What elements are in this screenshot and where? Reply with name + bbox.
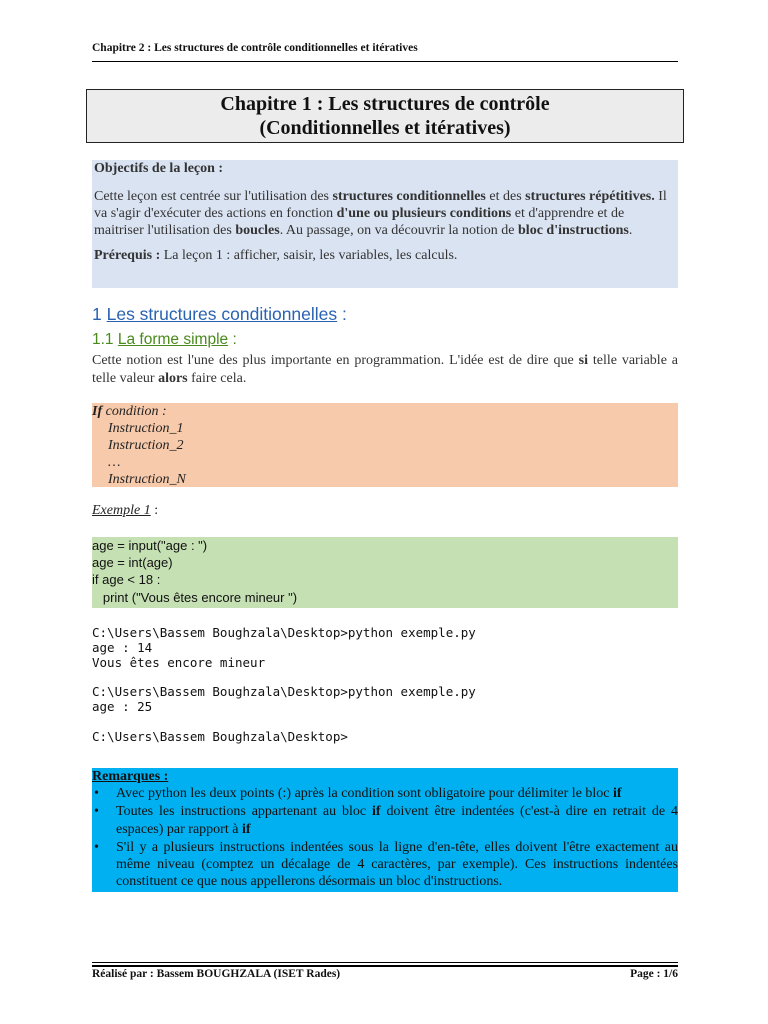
remark-text: doivent être indentées (c'est-à dire en retrait de 4 espaces) par rapport à: [116, 804, 678, 837]
remark-text: Toutes les instructions appartenant au bloc: [116, 804, 373, 820]
footer-divider-thick: [92, 965, 678, 967]
remark-bold: if: [372, 804, 381, 820]
remarks-list: [92, 785, 678, 890]
remarks-heading: Remarques :: [92, 769, 169, 784]
para-text: faire cela.: [187, 371, 247, 386]
objectives-bold-part: d'une ou plusieurs conditions: [336, 206, 512, 221]
code-line: age = input("age : "): [92, 538, 208, 553]
objectives-text-part: Il va s'agir d'exécuter des actions en fonction: [94, 189, 667, 221]
subsection-number: 1.1: [92, 331, 114, 348]
objectives-text-part: Cette leçon est centrée sur l'utilisation des: [94, 189, 333, 204]
footer-author: Réalisé par : Bassem BOUGHZALA (ISET Rades): [92, 968, 341, 980]
algo-line: …: [108, 455, 121, 470]
remark-item: [92, 803, 678, 837]
objectives-text: [94, 188, 676, 239]
algorithm-box: [92, 403, 678, 487]
objectives-text-part: et d'apprendre et de maitriser l'utilisation des: [94, 206, 625, 238]
section-title: Les structures conditionnelles: [106, 304, 338, 324]
example-suffix: :: [150, 503, 159, 518]
prereq-text: La leçon 1 : afficher, saisir, les variables, les calculs.: [160, 248, 458, 263]
console-line: age : 25: [92, 698, 153, 714]
objectives-bold-part: boucles: [235, 223, 280, 238]
footer-page-number: Page : 1/6: [630, 968, 678, 980]
objectives-box: [92, 160, 678, 288]
header-divider: [92, 61, 678, 62]
console-line: C:\Users\Bassem Boughzala\Desktop>python exemple.py: [92, 684, 476, 700]
objectives-text-part: et des: [485, 189, 526, 204]
section-suffix: :: [337, 304, 347, 324]
remark-text: S'il y a plusieurs instructions indentées sous la ligne d'en-tête, elles doivent l'être exactement au même niveau (comptez un décalage de 4 caractères, par exemple). Ces instructions indentées constituent ce que nous appellerons désormais un bloc d'instructions.: [116, 839, 678, 890]
algo-line: Instruction_1: [108, 421, 184, 436]
prereq-label: Prérequis :: [94, 248, 161, 263]
section-heading-1-1: [92, 331, 237, 349]
bullet-icon: •: [94, 786, 99, 802]
section-number: 1: [92, 304, 102, 324]
console-output: [92, 626, 678, 744]
remarks-box: [92, 768, 678, 892]
console-line: [92, 715, 678, 730]
section-heading-1: [92, 304, 347, 325]
code-line: print ("Vous êtes encore mineur "): [92, 589, 298, 605]
algo-line: Instruction_2: [108, 438, 184, 453]
remark-bold: if: [613, 786, 622, 802]
console-line: age : 14: [92, 639, 153, 655]
algo-line: Instruction_N: [108, 472, 186, 487]
subsection-suffix: :: [228, 331, 237, 348]
if-keyword: If: [92, 404, 103, 419]
remark-text: Avec python les deux points (:) après la condition sont obligatoire pour délimiter le bloc: [116, 786, 614, 802]
prerequisites: [94, 247, 676, 264]
para-text: Cette notion est l'une des plus importante en programmation. L'idée est de dire que: [92, 353, 579, 368]
remark-bold: if: [241, 821, 251, 837]
console-line: Vous êtes encore mineur: [92, 654, 266, 670]
objectives-text-part: .: [628, 223, 633, 238]
code-line: if age < 18 :: [92, 572, 161, 588]
console-line: C:\Users\Bassem Boughzala\Desktop>python exemple.py: [92, 625, 476, 640]
objectives-text-part: . Au passage, on va découvrir la notion de: [279, 223, 519, 238]
remark-item: [92, 839, 678, 891]
objectives-bold-part: structures conditionnelles: [332, 189, 486, 204]
chapter-title-line1: Chapitre 1 : Les structures de contrôle: [220, 93, 550, 115]
algo-condition: condition :: [102, 404, 167, 419]
objectives-bold-part: bloc d'instructions: [518, 223, 629, 238]
page-header: Chapitre 2 : Les structures de contrôle conditionnelles et itératives: [92, 42, 418, 54]
intro-paragraph: [92, 352, 678, 388]
algo-if-line: [92, 403, 678, 420]
bullet-icon: •: [94, 839, 99, 855]
footer-divider: [92, 962, 678, 963]
code-line: age = int(age): [92, 555, 173, 571]
example-label: [92, 503, 158, 519]
subsection-title: La forme simple: [117, 331, 229, 348]
para-text: telle variable a telle valeur: [92, 353, 678, 386]
chapter-title-line2: (Conditionnelles et itératives): [259, 117, 511, 139]
chapter-title-box: [86, 89, 684, 143]
console-line: [92, 670, 678, 685]
para-bold: si: [578, 353, 588, 368]
code-box: [92, 537, 678, 608]
remark-item: [92, 785, 678, 802]
objectives-bold-part: structures répétitives.: [525, 189, 655, 204]
objectives-heading: Objectifs de la leçon :: [94, 161, 224, 176]
para-bold: alors: [158, 371, 188, 386]
bullet-icon: •: [94, 804, 99, 820]
example-title: Exemple 1: [92, 503, 151, 518]
console-line: C:\Users\Bassem Boughzala\Desktop>: [92, 728, 348, 744]
